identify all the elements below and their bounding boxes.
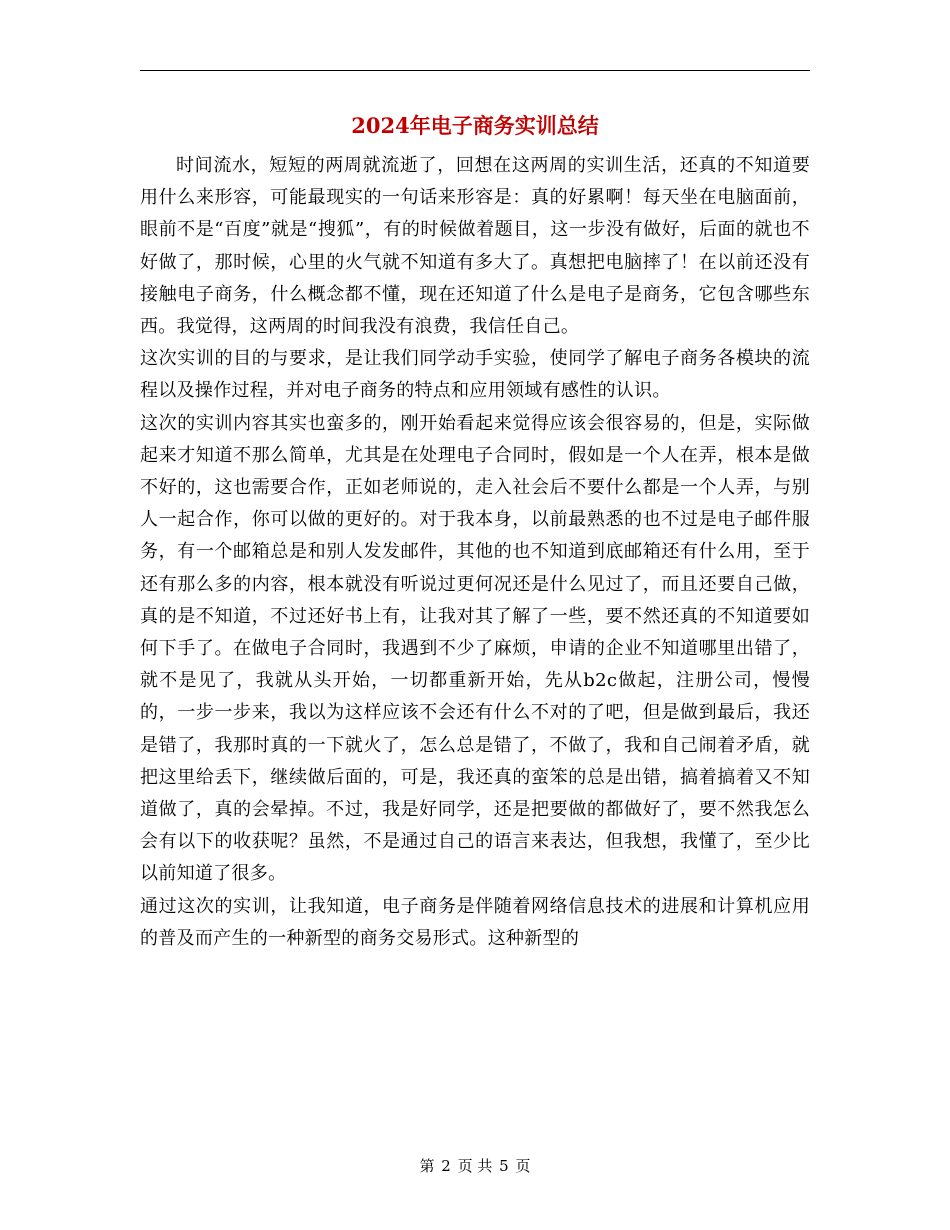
footer-prefix: 第 (419, 1157, 435, 1175)
paragraph-intro: 时间流水，短短的两周就流逝了，回想在这两周的实训生活，还真的不知道要用什么来形容，可能最现实的一句话来形容是：真的好累啊！每天坐在电脑面前，眼前不是“百度”就是“搜狐”，有的时候做着题目，这一步没有做好，后面的就也不好做了，那时候，心里的火气就不知道有多大了。真想把电脑摔了！在以前还没有接触电子商务，什么概念都不懂，现在还知道了什么是电子是商务，它包含哪些东西。我觉得，这两周的时间我没有浪费，我信任自己。 (140, 155, 810, 338)
paragraph-conclusion: 通过这次的实训，让我知道，电子商务是伴随着网络信息技术的进展和计算机应用的普及而产生的一种新型的商务交易形式。这种新型的 (140, 895, 810, 949)
header-rule (140, 70, 810, 71)
document-body (140, 150, 810, 955)
paragraph-content: 这次的实训内容其实也蛮多的，刚开始看起来觉得应该会很容易的，但是，实际做起来才知道不那么简单，尤其是在处理电子合同时，假如是一个人在弄，根本是做不好的，这也需要合作，正如老师说的，走入社会后不要什么都是一个人弄，与别人一起合作，你可以做的更好的。对于我本身，以前最熟悉的也不过是电子邮件服务，有一个邮箱总是和别人发发邮件，其他的也不知道到底邮箱还有什么用，至于还有那么多的内容，根本就没有听说过更何况还是什么见过了，而且还要自己做，真的是不知道，不过还好书上有，让我对其了解了一些，要不然还真的不知道要如何下手了。在做电子合同时，我遇到不少了麻烦，申请的企业不知道哪里出错了，就不是见了，我就从头开始，一切都重新开始，先从b2c做起，注册公司，慢慢的，一步一步来，我以为这样应该不会还有什么不对的了吧，但是做到最后，我还是错了，我那时真的一下就火了，怎么总是错了，不做了，我和自己闹着矛盾，就把这里给丢下，继续做后面的，可是，我还真的蛮笨的总是出错，搞着搞着又不知道做了，真的会晕掉。不过，我是好同学，还是把要做的都做好了，要不然我怎么会有以下的收获呢？虽然，不是通过自己的语言来表达，但我想，我懂了，至少比以前知道了很多。 (140, 412, 810, 885)
footer-current-page: 2 (441, 1157, 451, 1175)
footer-suffix: 页 (515, 1157, 531, 1175)
paragraph-purpose: 这次实训的目的与要求，是让我们同学动手实验，使同学了解电子商务各模块的流程以及操作过程，并对电子商务的特点和应用领域有感性的认识。 (140, 348, 810, 402)
page-footer (0, 1154, 950, 1178)
footer-middle: 页 共 (457, 1157, 493, 1175)
footer-total-pages: 5 (499, 1157, 509, 1175)
document-title: 2024年电子商务实训总结 (351, 113, 599, 138)
